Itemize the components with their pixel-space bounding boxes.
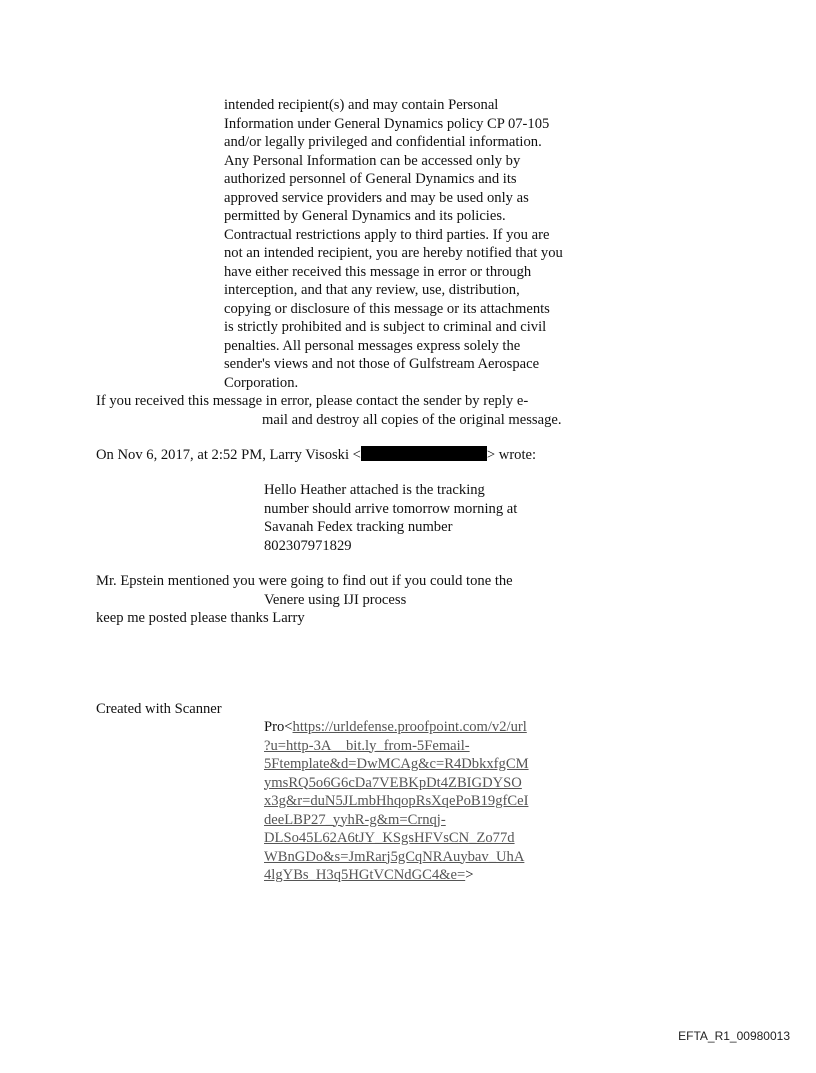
proofpoint-link[interactable]: DLSo45L62A6tJY_KSgsHFVsCN_Zo77d <box>264 830 515 846</box>
proofpoint-link[interactable]: WBnGDo&s=JmRarj5gCqNRAuybav_UhA <box>264 848 525 865</box>
link-line <box>264 737 529 756</box>
error-contact-line: If you received this message in error, please contact the sender by reply e- <box>96 393 529 409</box>
tracking-number: 802307971829 <box>264 537 352 554</box>
link-line <box>264 829 529 848</box>
message-body-line: Mr. Epstein mentioned you were going to find out if you could tone the <box>96 573 513 589</box>
disclaimer-block <box>224 96 563 392</box>
message-body-line: keep me posted please thanks Larry <box>96 610 305 626</box>
disclaimer-line: Corporation. <box>224 374 299 391</box>
disclaimer-line: have either received this message in error or through <box>224 263 532 280</box>
disclaimer-line: Any Personal Information can be accessed only by <box>224 152 521 169</box>
quoted-message-line: Hello Heather attached is the tracking <box>264 482 485 498</box>
link-suffix: > <box>465 867 474 883</box>
link-line <box>264 811 529 830</box>
proofpoint-link[interactable]: 4lgYBs_H3q5HGtVCNdGC4&e= <box>264 867 466 883</box>
link-line <box>264 755 529 774</box>
error-contact-note <box>96 392 562 429</box>
disclaimer-line: Information under General Dynamics policy CP 07-105 <box>224 115 550 132</box>
disclaimer-line: Contractual restrictions apply to third parties. If you are <box>224 226 550 243</box>
document-id: EFTA_R1_00980013 <box>678 1029 790 1043</box>
proofpoint-link[interactable]: https://urldefense.proofpoint.com/v2/url <box>292 719 527 735</box>
disclaimer-line: permitted by General Dynamics and its policies. <box>224 208 506 224</box>
quote-header <box>96 446 536 465</box>
proofpoint-link[interactable]: 5Ftemplate&d=DwMCAg&c=R4DbkxfgCM <box>264 756 529 772</box>
link-first-line <box>264 718 529 737</box>
proofpoint-link[interactable]: x3g&r=duN5JLmbHhqopRsXqePoB19gfCeI <box>264 793 529 809</box>
message-body-line: Venere using IJI process <box>264 591 407 608</box>
proofpoint-link[interactable]: ymsRQ5o6G6cDa7VEBKpDt4ZBIGDYSO <box>264 774 522 791</box>
quoted-message <box>264 481 517 555</box>
scanner-signature: Created with Scanner <box>96 701 222 717</box>
quote-header-prefix: On Nov 6, 2017, at 2:52 PM, Larry Visoski < <box>96 447 361 463</box>
link-line <box>264 848 529 867</box>
quote-header-suffix: > wrote: <box>486 447 537 463</box>
disclaimer-line: approved service providers and may be used only as <box>224 189 529 206</box>
disclaimer-line: interception, and that any review, use, distribution, <box>224 282 520 298</box>
quoted-message-line: Savanah Fedex tracking number <box>264 519 453 535</box>
disclaimer-line: is strictly prohibited and is subject to criminal and civil <box>224 319 547 335</box>
error-contact-line: mail and destroy all copies of the original message. <box>262 411 562 428</box>
proofpoint-link[interactable]: deeLBP27_yyhR-g&m=Crnqj- <box>264 811 446 828</box>
disclaimer-line: authorized personnel of General Dynamics and its <box>224 171 517 187</box>
scanner-pro-link-block <box>264 718 529 885</box>
link-line <box>264 774 529 793</box>
disclaimer-line: intended recipient(s) and may contain Personal <box>224 97 499 113</box>
disclaimer-line: penalties. All personal messages express solely the <box>224 337 521 354</box>
link-last-line <box>264 866 529 885</box>
disclaimer-line: copying or disclosure of this message or its attachments <box>224 300 550 317</box>
pro-prefix: Pro< <box>264 719 293 735</box>
disclaimer-line: not an intended recipient, you are hereby notified that you <box>224 245 563 261</box>
redaction-box <box>361 446 487 461</box>
proofpoint-link[interactable]: ?u=http-3A__bit.ly_from-5Femail- <box>264 737 470 754</box>
message-body <box>96 572 513 628</box>
disclaimer-line: sender's views and not those of Gulfstream Aerospace <box>224 356 540 372</box>
disclaimer-line: and/or legally privileged and confidential information. <box>224 134 542 150</box>
link-line <box>264 792 529 811</box>
quoted-message-line: number should arrive tomorrow morning at <box>264 500 518 517</box>
